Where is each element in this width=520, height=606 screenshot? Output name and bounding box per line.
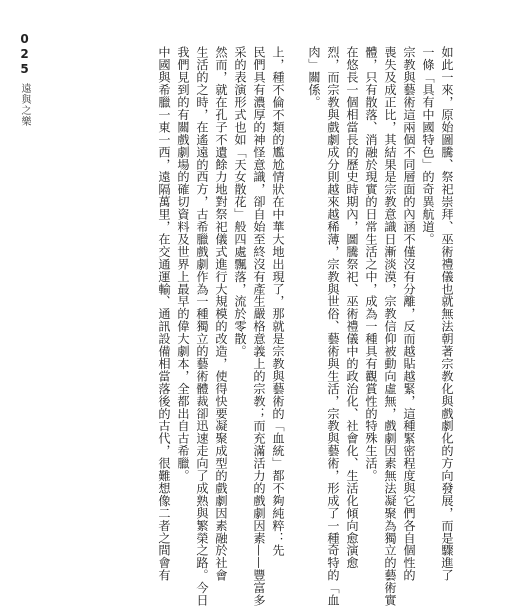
text-line: 中國與希臘一東一西，遠隔萬里，在交通運輸、通訊設備相當落後的古代，很難想像二者之間會有	[157, 46, 171, 582]
body-text	[54, 46, 454, 606]
text-line: 采的表演形式也如「天女散花」般四處飄落，流於零散。	[233, 46, 247, 358]
running-head	[17, 32, 32, 127]
text-line: 我們見到的有關戲劇場的確切資料及世界上最早的偉大劇本，全都出自古希臘。	[176, 46, 190, 482]
text-line: 喪失及成正比，其結果是宗教意識日漸淡漠，宗教信仰被動向虛無，戲劇因素無法凝聚為獨立的藝術實	[383, 46, 397, 606]
text-line: 上，種不倫不類的尷尬情狀在中華大地出現了，那就是宗教與藝術的「血統」都不夠純粹：先	[271, 46, 285, 557]
text-line: 肉」關係。	[307, 46, 321, 109]
text-line: 一條「具有中國特色」的奇異航道。	[421, 46, 435, 246]
book-title: 遠與之樂	[19, 83, 30, 127]
text-line: 生活的之時，在遙遠的西方，古希臘戲劇作為一種獨立的藝術體裁卻迅速走向了成熟與繁榮之路。今日	[195, 46, 209, 606]
page-number: 025	[17, 32, 32, 77]
text-line: 烈，而宗教與戲劇成分則越來越稀薄，宗教與世俗、藝術與生活，宗教與藝術，形成了一種奇特的「血	[326, 46, 340, 606]
text-line: 然而，就在孔子不遺餘力地對祭祀儀式進行大規模的改造，使得快要凝聚成型的戲劇因素融於社會	[214, 46, 228, 582]
text-line: 體，只有散落、消融於現實的日常生活之中，成為一種具有觀賞性的特殊生活。	[364, 46, 378, 482]
text-line: 在悠長一個相當長的歷史時期內，圖騰祭祀、巫術禮儀中的政治化、社會化、生活化傾向愈演愈	[345, 46, 359, 569]
text-line: 宗教與藝術這兩個不同層面的內涵不僅沒有分離，反而越貼越緊，這種緊密程度與它們各自個性的	[402, 46, 416, 582]
text-line: 如此一來，原始圖騰、祭祀崇拜、巫術禮儀也就無法朝著宗教化與戲劇化的方向發展，而是驟進了	[440, 46, 454, 582]
text-line: 民們具有濃厚的神怪意識，卻自始至終沒有產生嚴格意義上的宗教；而充滿活力的戲劇因素——豐富多	[252, 46, 266, 606]
